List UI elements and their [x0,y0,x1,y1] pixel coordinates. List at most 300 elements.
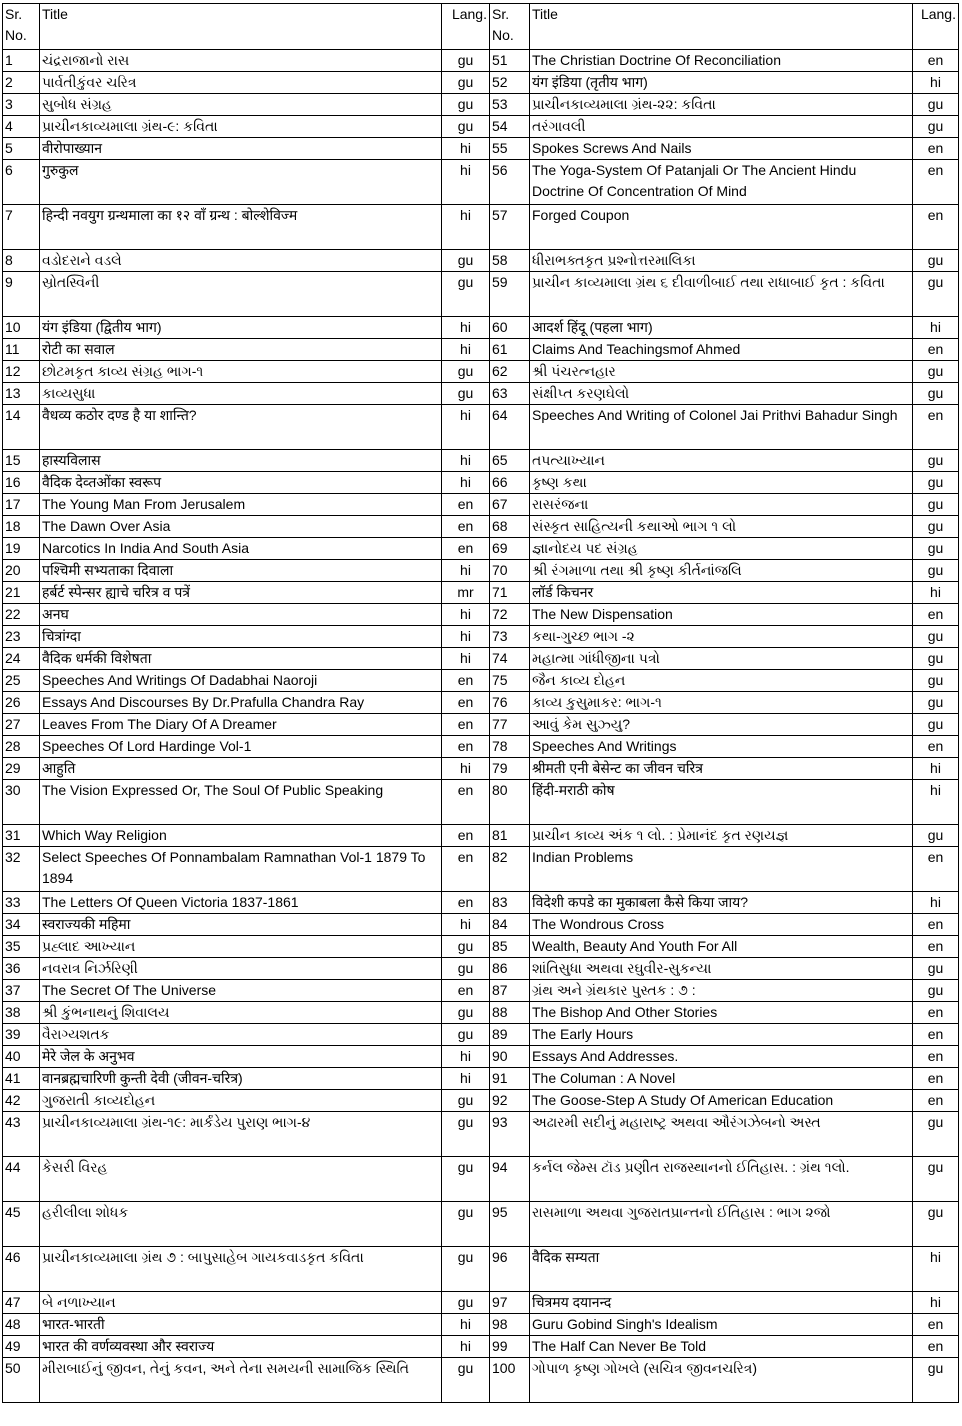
cell-lang-left: hi [442,339,490,361]
cell-sr-no-right: 86 [490,958,530,980]
cell-sr-no-left: 5 [3,138,40,160]
cell-lang-left: hi [442,1314,490,1336]
cell-title-left: હરીલીલા શોધક [40,1202,442,1247]
cell-title-left: वीरोपाख्यान [40,138,442,160]
cell-lang-right: gu [913,670,959,692]
cell-lang-right: gu [913,692,959,714]
cell-sr-no-left: 46 [3,1247,40,1292]
table-row [3,472,959,494]
cell-lang-left: gu [442,1024,490,1046]
cell-lang-left: en [442,494,490,516]
table-row [3,958,959,980]
cell-lang-right: hi [913,892,959,914]
cell-lang-right: en [913,914,959,936]
cell-sr-no-right: 60 [490,317,530,339]
cell-lang-left: hi [442,205,490,250]
cell-title-right: કૃષ્ણ કથા [530,472,913,494]
cell-title-right: Guru Gobind Singh's Idealism [530,1314,913,1336]
header-lang-right: Lang. [913,4,959,50]
cell-sr-no-left: 27 [3,714,40,736]
cell-sr-no-left: 38 [3,1002,40,1024]
cell-sr-no-left: 13 [3,383,40,405]
cell-title-left: Which Way Religion [40,825,442,847]
cell-sr-no-right: 96 [490,1247,530,1292]
cell-title-right: તરંગાવલી [530,116,913,138]
cell-title-left: વડોદરાને વડલે [40,250,442,272]
cell-title-left: वानब्रह्मचारिणी कुन्ती देवी (जीवन-चरित्र) [40,1068,442,1090]
cell-sr-no-right: 62 [490,361,530,383]
cell-title-right: શ્રી રંગમાળા તથા શ્રી કૃષ્ણ કીર્તનાંજલિ [530,560,913,582]
table-row [3,648,959,670]
cell-lang-right: gu [913,361,959,383]
cell-title-left: મીરાબાઈનું જીવન, તેનું કવન, અને તેના સમયની સામાજિક સ્થિતિ [40,1358,442,1403]
cell-sr-no-right: 74 [490,648,530,670]
cell-title-left: यंग इंडिया (द्वितीय भाग) [40,317,442,339]
cell-sr-no-left: 45 [3,1202,40,1247]
cell-title-right: Speeches And Writings [530,736,913,758]
cell-sr-no-right: 78 [490,736,530,758]
cell-sr-no-left: 26 [3,692,40,714]
cell-title-right: ગોપાળ કૃષ્ણ ગોખલે (સચિત્ર જીવનચરિત્ર) [530,1358,913,1403]
table-body [3,50,959,1403]
cell-sr-no-right: 87 [490,980,530,1002]
table-row [3,582,959,604]
table-row [3,1314,959,1336]
cell-title-right: The Wondrous Cross [530,914,913,936]
table-row [3,516,959,538]
cell-lang-right: gu [913,980,959,1002]
cell-lang-left: gu [442,272,490,317]
cell-sr-no-right: 57 [490,205,530,250]
cell-title-right: Indian Problems [530,847,913,892]
cell-lang-left: gu [442,1247,490,1292]
cell-lang-right: gu [913,958,959,980]
cell-sr-no-right: 65 [490,450,530,472]
cell-sr-no-left: 14 [3,405,40,450]
cell-title-right: રાસરંજના [530,494,913,516]
catalog-table [2,3,959,1403]
cell-sr-no-left: 36 [3,958,40,980]
cell-sr-no-left: 6 [3,160,40,205]
cell-lang-right: hi [913,1292,959,1314]
cell-lang-left: en [442,692,490,714]
cell-sr-no-right: 95 [490,1202,530,1247]
table-row [3,1157,959,1202]
cell-sr-no-right: 91 [490,1068,530,1090]
cell-title-left: गुरुकुल [40,160,442,205]
cell-title-right: The Columan : A Novel [530,1068,913,1090]
cell-title-left: પ્રાચીનકાવ્યમાલા ગ્રંથ-૧૯: માર્કંડેય પુરાણ ભાગ-૪ [40,1112,442,1157]
cell-title-right: The Christian Doctrine Of Reconciliation [530,50,913,72]
cell-sr-no-right: 63 [490,383,530,405]
cell-sr-no-left: 15 [3,450,40,472]
cell-title-right: हिंदी-मराठी कोष [530,780,913,825]
cell-title-right: રાસમાળા અથવા ગુજરાતપ્રાન્તનો ઈતિહાસ : ભાગ ૨જો [530,1202,913,1247]
cell-title-left: The Letters Of Queen Victoria 1837-1861 [40,892,442,914]
table-row [3,1336,959,1358]
cell-sr-no-left: 16 [3,472,40,494]
cell-sr-no-right: 89 [490,1024,530,1046]
table-row [3,1112,959,1157]
cell-title-left: સુબોધ સંગ્રહ [40,94,442,116]
cell-title-left: પ્રાચીનકાવ્યમાલા ગ્રંથ ૭ : બાપુસાહેબ ગાયકવાડકૃત કવિતા [40,1247,442,1292]
cell-sr-no-left: 21 [3,582,40,604]
cell-lang-left: hi [442,317,490,339]
table-row [3,361,959,383]
cell-title-right: શાંતિસુધા અથવા રઘુવીર-સુકન્યા [530,958,913,980]
cell-title-right: The New Dispensation [530,604,913,626]
table-row [3,383,959,405]
cell-sr-no-right: 84 [490,914,530,936]
cell-title-left: मेरे जेल के अनुभव [40,1046,442,1068]
cell-title-left: भारत की वर्णव्यवस्था और स्वराज्य [40,1336,442,1358]
cell-title-right: મહાત્મા ગાંધીજીના પત્રો [530,648,913,670]
header-row [3,4,959,50]
cell-lang-right: gu [913,116,959,138]
cell-sr-no-left: 41 [3,1068,40,1090]
table-row [3,450,959,472]
cell-sr-no-left: 4 [3,116,40,138]
cell-title-left: स्वराज्यकी महिमा [40,914,442,936]
cell-title-right: The Bishop And Other Stories [530,1002,913,1024]
cell-lang-left: gu [442,1112,490,1157]
cell-sr-no-right: 52 [490,72,530,94]
cell-title-left: ગુજરાતી કાવ્યદોહન [40,1090,442,1112]
cell-lang-left: en [442,780,490,825]
cell-title-left: रोटी का सवाल [40,339,442,361]
table-row [3,272,959,317]
table-row [3,847,959,892]
cell-sr-no-right: 64 [490,405,530,450]
header-lang-left: Lang. [442,4,490,50]
cell-lang-left: hi [442,604,490,626]
cell-lang-left: gu [442,1157,490,1202]
table-row [3,116,959,138]
table-row [3,250,959,272]
cell-sr-no-left: 47 [3,1292,40,1314]
cell-title-right: The Early Hours [530,1024,913,1046]
cell-title-left: છોટમકૃત કાવ્ય સંગ્રહ ભાગ-૧ [40,361,442,383]
cell-lang-left: en [442,980,490,1002]
table-row [3,1247,959,1292]
table-row [3,892,959,914]
table-row [3,1068,959,1090]
header-sr-no-left: Sr. No. [3,4,40,50]
cell-title-right: वैदिक सम्यता [530,1247,913,1292]
cell-title-left: The Young Man From Jerusalem [40,494,442,516]
cell-sr-no-right: 59 [490,272,530,317]
cell-title-right: પ્રાચીનકાવ્યમાલા ગ્રંથ-૨૨: કવિતા [530,94,913,116]
cell-lang-right: gu [913,450,959,472]
cell-title-left: आहुति [40,758,442,780]
cell-lang-right: en [913,339,959,361]
cell-title-left: Leaves From The Diary Of A Dreamer [40,714,442,736]
cell-lang-right: en [913,847,959,892]
cell-sr-no-right: 94 [490,1157,530,1202]
cell-sr-no-right: 61 [490,339,530,361]
table-row [3,825,959,847]
table-row [3,936,959,958]
cell-title-left: The Dawn Over Asia [40,516,442,538]
cell-title-right: यंग इंडिया (तृतीय भाग) [530,72,913,94]
cell-lang-right: gu [913,1112,959,1157]
table-row [3,494,959,516]
table-row [3,138,959,160]
cell-sr-no-right: 81 [490,825,530,847]
cell-lang-left: gu [442,361,490,383]
cell-sr-no-left: 10 [3,317,40,339]
cell-title-left: કાવ્યસુધા [40,383,442,405]
cell-title-left: चित्रांग्दा [40,626,442,648]
cell-sr-no-right: 71 [490,582,530,604]
table-row [3,405,959,450]
cell-title-left: हास्यविलास [40,450,442,472]
table-row [3,160,959,205]
cell-title-left: Speeches And Writings Of Dadabhai Naoroji [40,670,442,692]
cell-sr-no-left: 22 [3,604,40,626]
cell-sr-no-right: 53 [490,94,530,116]
cell-lang-right: en [913,205,959,250]
table-row [3,1202,959,1247]
cell-lang-left: hi [442,472,490,494]
table-row [3,50,959,72]
cell-lang-right: hi [913,582,959,604]
cell-lang-right: gu [913,560,959,582]
cell-lang-right: en [913,1024,959,1046]
cell-title-left: સ્રોતસ્વિની [40,272,442,317]
header-sr-no-right: Sr. No. [490,4,530,50]
cell-lang-left: en [442,516,490,538]
cell-sr-no-right: 97 [490,1292,530,1314]
cell-title-right: श्रीमती एनी बेसेन्ट का जीवन चरित्र [530,758,913,780]
cell-sr-no-right: 98 [490,1314,530,1336]
table-row [3,1046,959,1068]
cell-sr-no-left: 1 [3,50,40,72]
cell-sr-no-right: 76 [490,692,530,714]
cell-lang-right: gu [913,626,959,648]
cell-title-right: સંસ્કૃત સાહિત્યની કથાઓ ભાગ ૧ લો [530,516,913,538]
cell-sr-no-left: 29 [3,758,40,780]
cell-lang-left: en [442,736,490,758]
cell-title-right: જ્ઞાનોદય પદ સંગ્રહ [530,538,913,560]
table-row [3,980,959,1002]
cell-lang-right: gu [913,383,959,405]
cell-lang-right: gu [913,516,959,538]
cell-lang-right: en [913,160,959,205]
cell-title-left: બે નળાખ્યાન [40,1292,442,1314]
cell-lang-right: en [913,1046,959,1068]
cell-sr-no-left: 39 [3,1024,40,1046]
cell-title-right: The Half Can Never Be Told [530,1336,913,1358]
cell-title-right: આવું કેમ સુઝ્યુ? [530,714,913,736]
cell-title-left: Essays And Discourses By Dr.Prafulla Chandra Ray [40,692,442,714]
cell-lang-right: gu [913,1202,959,1247]
cell-lang-right: gu [913,538,959,560]
table-row [3,1024,959,1046]
table-row [3,780,959,825]
cell-lang-left: gu [442,383,490,405]
header-title-right: Title [530,4,913,50]
cell-title-left: શ્રી કુંભનાથનું શિવાલય [40,1002,442,1024]
cell-lang-right: gu [913,648,959,670]
table-row [3,538,959,560]
cell-lang-right: gu [913,94,959,116]
cell-title-right: विदेशी कपडे का मुकाबला कैसे किया जाय? [530,892,913,914]
cell-lang-right: en [913,1314,959,1336]
cell-lang-left: en [442,892,490,914]
cell-sr-no-right: 54 [490,116,530,138]
cell-lang-right: gu [913,472,959,494]
table-row [3,736,959,758]
cell-sr-no-left: 9 [3,272,40,317]
cell-title-left: अनघ [40,604,442,626]
cell-lang-right: hi [913,1247,959,1292]
cell-title-right: સંક્ષીપ્ત કરણઘેલો [530,383,913,405]
cell-sr-no-right: 80 [490,780,530,825]
cell-sr-no-left: 8 [3,250,40,272]
table-row [3,1002,959,1024]
cell-lang-left: en [442,825,490,847]
cell-sr-no-right: 88 [490,1002,530,1024]
cell-sr-no-right: 92 [490,1090,530,1112]
cell-lang-left: gu [442,1002,490,1024]
cell-lang-left: gu [442,250,490,272]
cell-lang-right: gu [913,714,959,736]
table-row [3,626,959,648]
cell-title-left: वैदिक धर्मकी विशेषता [40,648,442,670]
cell-lang-left: hi [442,450,490,472]
cell-sr-no-right: 70 [490,560,530,582]
cell-title-right: Forged Coupon [530,205,913,250]
cell-lang-left: hi [442,138,490,160]
cell-sr-no-right: 66 [490,472,530,494]
cell-title-right: लॉर्ड किचनर [530,582,913,604]
cell-lang-left: gu [442,50,490,72]
cell-sr-no-right: 67 [490,494,530,516]
cell-title-right: અઢારમી સદીનું મહારાષ્ટ્ર અથવા ઔરંગઝેબનો અસ્ત [530,1112,913,1157]
cell-lang-left: hi [442,626,490,648]
cell-lang-left: gu [442,1358,490,1403]
table-row [3,72,959,94]
cell-lang-left: gu [442,1090,490,1112]
cell-lang-right: en [913,405,959,450]
cell-title-left: पश्चिमी सभ्यताका दिवाला [40,560,442,582]
cell-title-right: The Yoga-System Of Patanjali Or The Ancient Hindu Doctrine Of Concentration Of Mind [530,160,913,205]
cell-sr-no-left: 48 [3,1314,40,1336]
cell-lang-left: hi [442,758,490,780]
cell-sr-no-right: 90 [490,1046,530,1068]
cell-lang-left: gu [442,94,490,116]
cell-sr-no-right: 51 [490,50,530,72]
cell-sr-no-right: 77 [490,714,530,736]
cell-lang-left: hi [442,160,490,205]
cell-sr-no-left: 11 [3,339,40,361]
cell-lang-left: en [442,670,490,692]
cell-title-right: Wealth, Beauty And Youth For All [530,936,913,958]
cell-title-left: ચંદ્રરાજાનો રાસ [40,50,442,72]
cell-sr-no-left: 24 [3,648,40,670]
cell-title-right: ધીરાભક્તકૃત પ્રશ્નોત્તરમાલિકા [530,250,913,272]
cell-lang-left: gu [442,936,490,958]
cell-title-right: કથા-ગુચ્છ ભાગ -૨ [530,626,913,648]
cell-title-right: Claims And Teachingsmof Ahmed [530,339,913,361]
cell-sr-no-right: 93 [490,1112,530,1157]
table-row [3,94,959,116]
cell-title-left: The Secret Of The Universe [40,980,442,1002]
cell-sr-no-right: 82 [490,847,530,892]
cell-title-left: Select Speeches Of Ponnambalam Ramnathan Vol-1 1879 To 1894 [40,847,442,892]
cell-sr-no-left: 44 [3,1157,40,1202]
cell-sr-no-left: 40 [3,1046,40,1068]
cell-sr-no-left: 50 [3,1358,40,1403]
cell-sr-no-left: 17 [3,494,40,516]
cell-sr-no-right: 72 [490,604,530,626]
cell-lang-right: hi [913,758,959,780]
table-row [3,714,959,736]
cell-title-right: आदर्श हिंदू (पहला भाग) [530,317,913,339]
cell-lang-right: hi [913,780,959,825]
cell-title-right: चित्रमय दयानन्द [530,1292,913,1314]
table-row [3,1090,959,1112]
cell-title-left: પાર્વતીકુંવર ચરિત્ર [40,72,442,94]
cell-title-right: Essays And Addresses. [530,1046,913,1068]
cell-title-right: ગ્રંથ અને ગ્રંથકાર પુસ્તક : ૭ : [530,980,913,1002]
cell-title-left: નવરાત્ર નિર્ઝરિણી [40,958,442,980]
cell-lang-right: en [913,604,959,626]
table-row [3,692,959,714]
cell-lang-left: en [442,847,490,892]
cell-title-right: પ્રાચીન કાવ્ય અંક ૧ લો. : પ્રેમાનંદ કૃત રણયજ્ઞ [530,825,913,847]
cell-sr-no-left: 18 [3,516,40,538]
cell-sr-no-right: 68 [490,516,530,538]
cell-title-left: वैदिक देव्तओंका स्वरूप [40,472,442,494]
cell-sr-no-left: 3 [3,94,40,116]
cell-sr-no-left: 49 [3,1336,40,1358]
cell-lang-right: en [913,1090,959,1112]
cell-title-right: The Goose-Step A Study Of American Education [530,1090,913,1112]
cell-lang-left: gu [442,1292,490,1314]
cell-sr-no-left: 34 [3,914,40,936]
cell-sr-no-left: 25 [3,670,40,692]
cell-sr-no-left: 37 [3,980,40,1002]
cell-lang-left: hi [442,914,490,936]
cell-sr-no-left: 42 [3,1090,40,1112]
cell-lang-right: en [913,1068,959,1090]
cell-sr-no-right: 73 [490,626,530,648]
cell-sr-no-left: 43 [3,1112,40,1157]
cell-title-left: Narcotics In India And South Asia [40,538,442,560]
table-row [3,339,959,361]
cell-sr-no-left: 20 [3,560,40,582]
cell-lang-right: en [913,1002,959,1024]
cell-lang-left: gu [442,958,490,980]
cell-title-right: તપત્યાખ્યાન [530,450,913,472]
table-row [3,560,959,582]
cell-lang-right: hi [913,317,959,339]
cell-sr-no-right: 69 [490,538,530,560]
cell-sr-no-left: 32 [3,847,40,892]
cell-lang-left: en [442,538,490,560]
cell-sr-no-left: 23 [3,626,40,648]
cell-lang-left: hi [442,1336,490,1358]
cell-sr-no-right: 85 [490,936,530,958]
cell-title-left: વૈરાગ્યશતક [40,1024,442,1046]
cell-sr-no-right: 58 [490,250,530,272]
cell-sr-no-right: 99 [490,1336,530,1358]
cell-lang-left: mr [442,582,490,604]
cell-sr-no-left: 2 [3,72,40,94]
cell-sr-no-right: 79 [490,758,530,780]
